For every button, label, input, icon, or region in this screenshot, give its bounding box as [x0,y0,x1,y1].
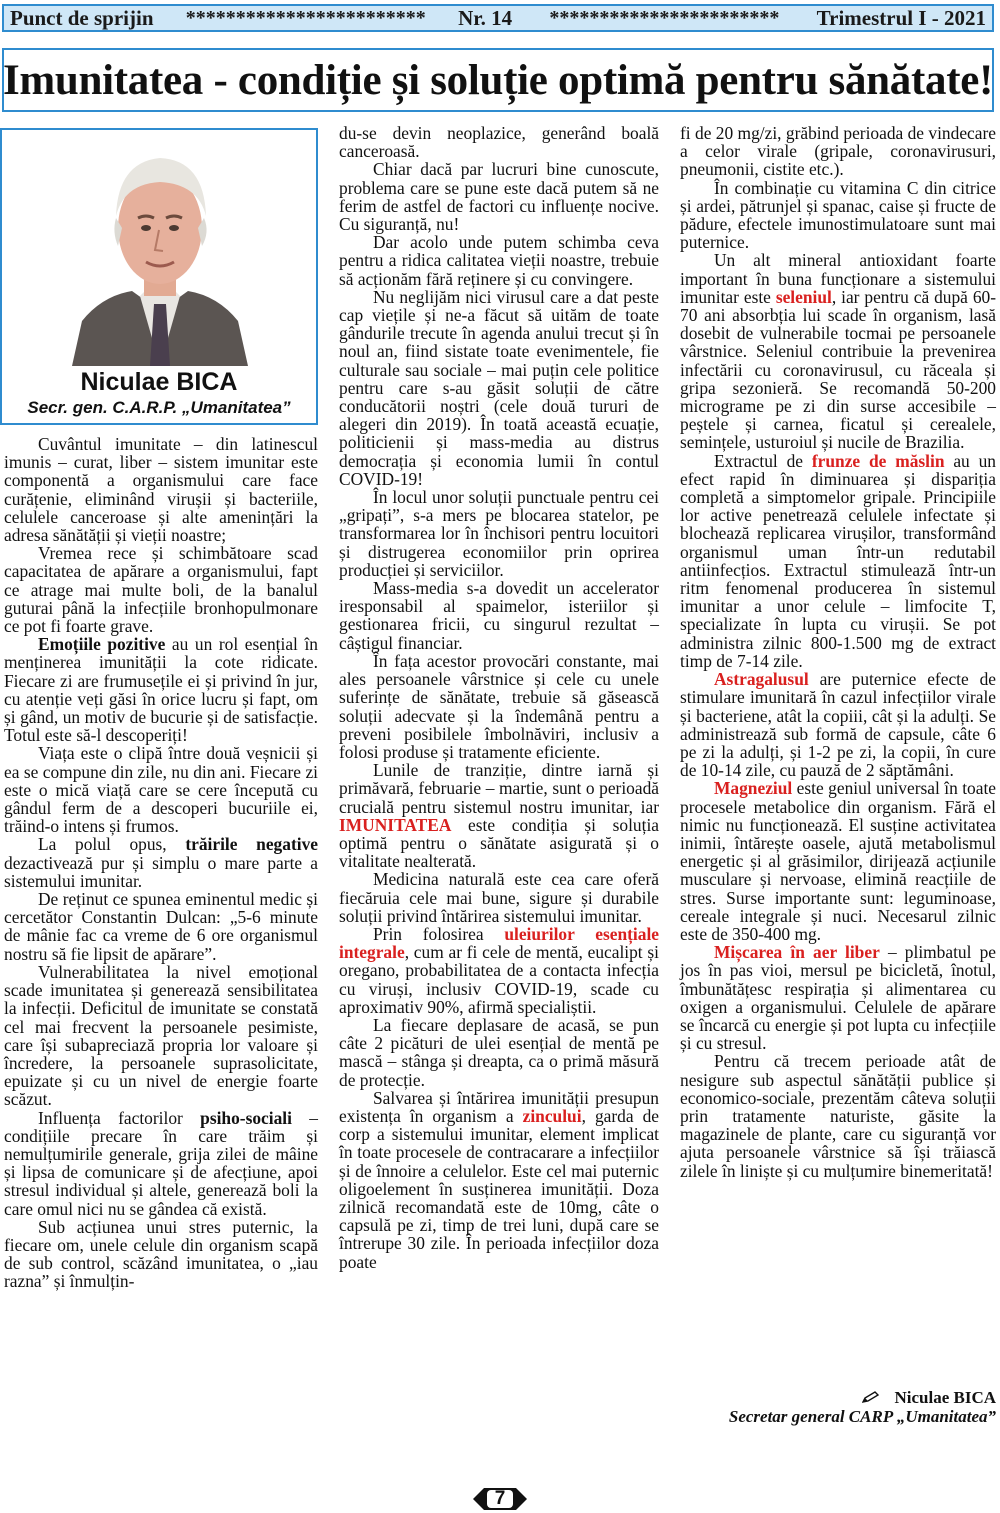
paragraph-text: – condițiile precare în care trăim și nemulțumirile generale, grija zilei de mâine și lipsa de comunicare și de afecțiune, apoi stresul individual și altele, generează boli la care omul nici nu se gândea că există. [4,1107,319,1219]
paragraph-text: – plimbatul pe jos în pas vioi, mersul pe bicicletă, înotul, îmbunătățesc respirația și alimentarea cu oxigen a organismului. Celulele de apărare se încarcă cu energie și pot lupta cu infecțiile și cu stresul. [680,942,997,1054]
author-name: Niculae BICA [80,368,238,396]
signature-name: Niculae BICA [894,1388,996,1407]
paragraph: La fiecare deplasare de acasă, se pun câte 2 picături de ulei esențial de mentă pe mască – stânga și dreapta, ca o primă măsură de protecție. [339,1014,659,1090]
paragraph-text: La polul opus, [38,834,186,855]
paragraph: Vremea rece și schimbătoare scad capacitatea de apărare a organismului, fapt ce atrage mai multe boli, de la banalul guturai până la infecțiile bronhopulmonare ce pot fi foarte grave. [4,543,318,637]
signature-role: Secretar general CARP „Umanitatea” [728,1407,996,1426]
paragraph [4,635,318,744]
paragraph: Nu neglijăm nici virusul care a dat peste cap viețile și ne-a făcut să uităm de toate gândurile trecute în agenda anului trecut și în noul an, fiind sistate toate evenimentele, fie culturale sau sociale – mai puțin cele politice pentru care s-au găsit soluții de către conducătorii noștri (cele două tururi de alegeri din 2019). În toată această ecuație, politicienii și mass-media au distrus democrația și economia lumii în contul COVID-19! [339,286,659,489]
author-role: Secr. gen. C.A.R.P. „Umanitatea” [27,398,291,417]
author-box [0,128,318,425]
paragraph: În fața acestor provocări constante, mai ales persoanele vârstnice și cele cu unele suferințe de sănătate, trebuie să găsească soluții adecvate și la îndemână pentru a preveni posibilele îmbolnăviri, inclusiv a folosi produse și tratamente eficiente. [339,650,659,762]
page-number-badge [473,1488,527,1510]
paragraph [339,761,659,870]
paragraph-text: dezactivează pur și simplu o mare parte a sistemului imunitar. [4,852,318,891]
paragraph: În combinație cu vitamina C din citrice și ardei, pătrunjel și spanac, caise și fructe de pădure, efectele imunostimulatoare sunt mai puternice. [680,177,996,253]
masthead-stars-right: *********************** [549,6,780,29]
masthead-bar [2,4,994,32]
highlight-term: frunze de măslin [811,450,945,471]
paragraph-text: , cum ar fi cele de mentă, eucalipt și oregano, probabilitatea de a contacta infecția cu viruși, inclusiv COVID-19, scade cu aproximativ 90%, afirmă specialiștii. [339,942,659,1017]
paragraph: Viața este o clipă între două veșnicii și ea se compune din zile, nu din ani. Fiecare zi este o mică viață care se cere începută cu gândul ferm de a descoperi bucuriile ei, trăind-o intens și frumos. [4,743,318,837]
paragraph: du-se devin neoplazice, generând boală canceroasă. [339,123,659,162]
highlight-term: zincului [522,1105,582,1126]
pencil-icon [862,1388,880,1408]
paragraph: Mass-media s-a dovedit un accelerator iresponsabil al spaimelor, isteriilor și gestionarea fricii, cu singurul rezultat – câștigul financiar. [339,578,659,653]
paragraph-text: , garda de corp a sistemului imunitar, element implicat în toate procesele de contracarare a infecțiilor și de înnoire a celulelor. Este cel mai puternic oligoelement în susținerea imunității. Doza zilnică recomandată este de 10mg, câte o capsulă pe zi, timp de trei luni, după care se întrerupe 30 zile. În perioada infecțiilor doza poate [339,1105,660,1272]
paragraph: Dar acolo unde putem schimba ceva pentru a ridica calitatea vieții noastre, trebuie să acționăm fără reținere și cu convingere. [339,232,659,289]
masthead-stars-left: ************************ [185,6,426,29]
paragraph [680,452,996,670]
paragraph: Pentru că trecem perioade atât de nesigure sub aspectul sănătății publice și economico-sociale, prezentăm câteva soluții prin tratamente naturiste, găsite la magazinele de plante, care cu siguranță vor ajuta persoanele vârstnice să își trăiască zilele în liniște și cu mulțumire binemeritată! [680,1051,996,1181]
paragraph: În locul unor soluții punctuale pentru cei „gripați”, s-a mers pe blocarea statelor, pe transformarea lor în închisori pentru locuitori și distrugerea economiilor prin oprirea producției și serviciilor. [339,487,659,580]
paragraph [680,251,996,451]
issue-quarter: Trimestrul I - 2021 [816,5,987,30]
article-title: Imunitatea - condiție și soluție optimă pentru sănătate! [2,56,994,104]
article-title-box [2,48,994,112]
paragraph: Sub acțiunea unui stres puternic, la fiecare om, unele celule din organism scapă de sub control, scăzând imunitatea, o „iau razna” și înmulțin- [4,1216,318,1292]
paragraph [4,1109,318,1218]
paragraph-text: Influența factorilor [38,1107,201,1128]
paragraph: Cuvântul imunitate – din latinescul imunis – curat, liber – sistem imunitar este componentă a organismului care face curățenie, eliminând virușii și bacteriile, celulele canceroase și alte amenințări la adresa sănătății și vieții noastre; [4,434,318,546]
issue-number: Nr. 14 [458,5,513,30]
paragraph [680,670,996,779]
paragraph: Chiar dacă par lucruri bine cunoscute, problema care se pune este dacă putem să ne ferim de astfel de factori cu influențe nocive. Cu siguranță, nu! [339,159,659,235]
highlight-term: Magneziul [714,778,793,799]
signature [680,1388,996,1408]
highlight-term: Astragalusul [714,669,809,690]
paragraph-text: Lunile de tranziție, dintre iarnă și primăvară, februarie – martie, sunt o perioadă crucială pentru sistemul nostru imunitar, iar [339,760,659,817]
highlight-term: IMUNITATEA [339,814,452,835]
paragraph [680,943,996,1052]
column-2 [339,124,659,1271]
paragraph [4,835,318,890]
paragraph [339,1089,659,1271]
masthead-title: Punct de sprijin [10,5,154,30]
paragraph-text: au un efect rapid în diminuarea și dispariția completă a simptomelor gripale. Principiile lor active penetrează celulele infectate și blochează replicarea virușilor, transformând organismul uman într-un redutabil antiinfecțios. Extractul stimulează într-un ritm fenomenal producerea în sistemul imunitar a unor celule – limfocite T, specializate în lupta cu virușii. Se pot administra zilnic 800-1.500 mg de extract timp de 7-14 zile. [680,450,996,671]
paragraph-text: au un rol esențial în menținerea imunității la cote ridicate. Fiecare zi are frumusețile ei și privind în jur, cu atenție veți găsi în orice lucru și fapt, om și gând, un motiv de bucurie și de satisfacție. Totul este să-l descoperiți! [4,634,318,746]
paragraph: fi de 20 mg/zi, grăbind perioada de vindecare a celor virale (gripale, coronavirusuri, pneumonii, cistite etc.). [680,123,996,180]
paragraph-text: Prin folosirea [373,923,505,944]
paragraph: De reținut ce spunea eminentul medic și cercetător Constantin Dulcan: „5-6 minute de mânie fac ca vreme de 6 ore organismul nostru să fie lipsit de apărare”. [4,889,318,964]
paragraph [680,779,996,943]
bold-term: trăirile negative [185,834,318,855]
highlight-term: uleiurilor esențiale integrale [339,923,659,963]
highlight-term: seleniul [775,286,832,307]
paragraph: Medicina naturală este cea care oferă fiecăruia cele mai bune, sigure și durabile soluții privind întărirea sistemului imunitar. [339,869,659,926]
paragraph [339,925,659,1016]
paragraph-text: este geniul universal în toate procesele metabolice din organism. Fără el nimic nu funcționează. El susține activitatea inimii, întărește oasele, ajută metabolismul energetic și al grăsimilor, dirijează acțiunile musculare și nervoase, elimină reacțiile de stres. Surse importante sunt: leguminoase, cereale integrale și nuci. Necesarul zilnic este de 350-400 mg. [680,778,996,944]
column-3 [680,124,996,1180]
page-number: 7 [494,1488,506,1509]
paragraph-text: Un alt mineral antioxidant foarte important în buna funcționare a sistemului imunitar este [680,250,996,307]
paragraph-text: Extractul de [714,450,812,471]
column-1 [4,435,318,1291]
paragraph-text: are puternice efecte de stimulare imunitară în cazul infecțiilor virale și bacteriene, atât la copiii, cât și la adulți. Se administrează sub formă de capsule, câte 6 pe zi la adulți, și 1-2 pe zi, la copii, în cure de 10-14 zile, cu pauză de 2 săptămâni. [680,669,996,781]
paragraph-text: este condiția și soluția optimă pentru o sănătate asigurată și o vitalitate nealterată. [339,814,659,872]
paragraph: Vulnerabilitatea la nivel emoțional scade imunitatea și generează sensibilitatea la infecții. Deficitul de imunitate se constată cel mai frecvent la persoanele pesimiste, care își subapreciază propria lor valoare și încredere, la persoanele suprasolicitate, epuizate și cu un nivel de energie foarte scăzut. [4,961,318,1110]
bold-term: Emoțiile pozitive [38,634,166,655]
author-photo [62,136,258,366]
paragraph-text: , iar pentru că după 60-70 ani absorbția lui scade în organism, lasă dosebit de vulnerabile tocmai pe persoanele vârstnice. Seleniul contribuie la prevenirea infectării cu coronavirusul, cu răceala și gripa sezonieră. Se recomandă 50-200 micrograme pe zi din surse accesibile – peștele și carnea, ficatul și cerealele, semințele, usturoiul și nucile de Brazilia. [680,286,997,453]
highlight-term: Mișcarea în aer liber [714,942,880,963]
bold-term: psiho-sociali [200,1107,292,1128]
paragraph-text: Salvarea și întărirea imunității presupun existența în organism a [339,1087,659,1126]
